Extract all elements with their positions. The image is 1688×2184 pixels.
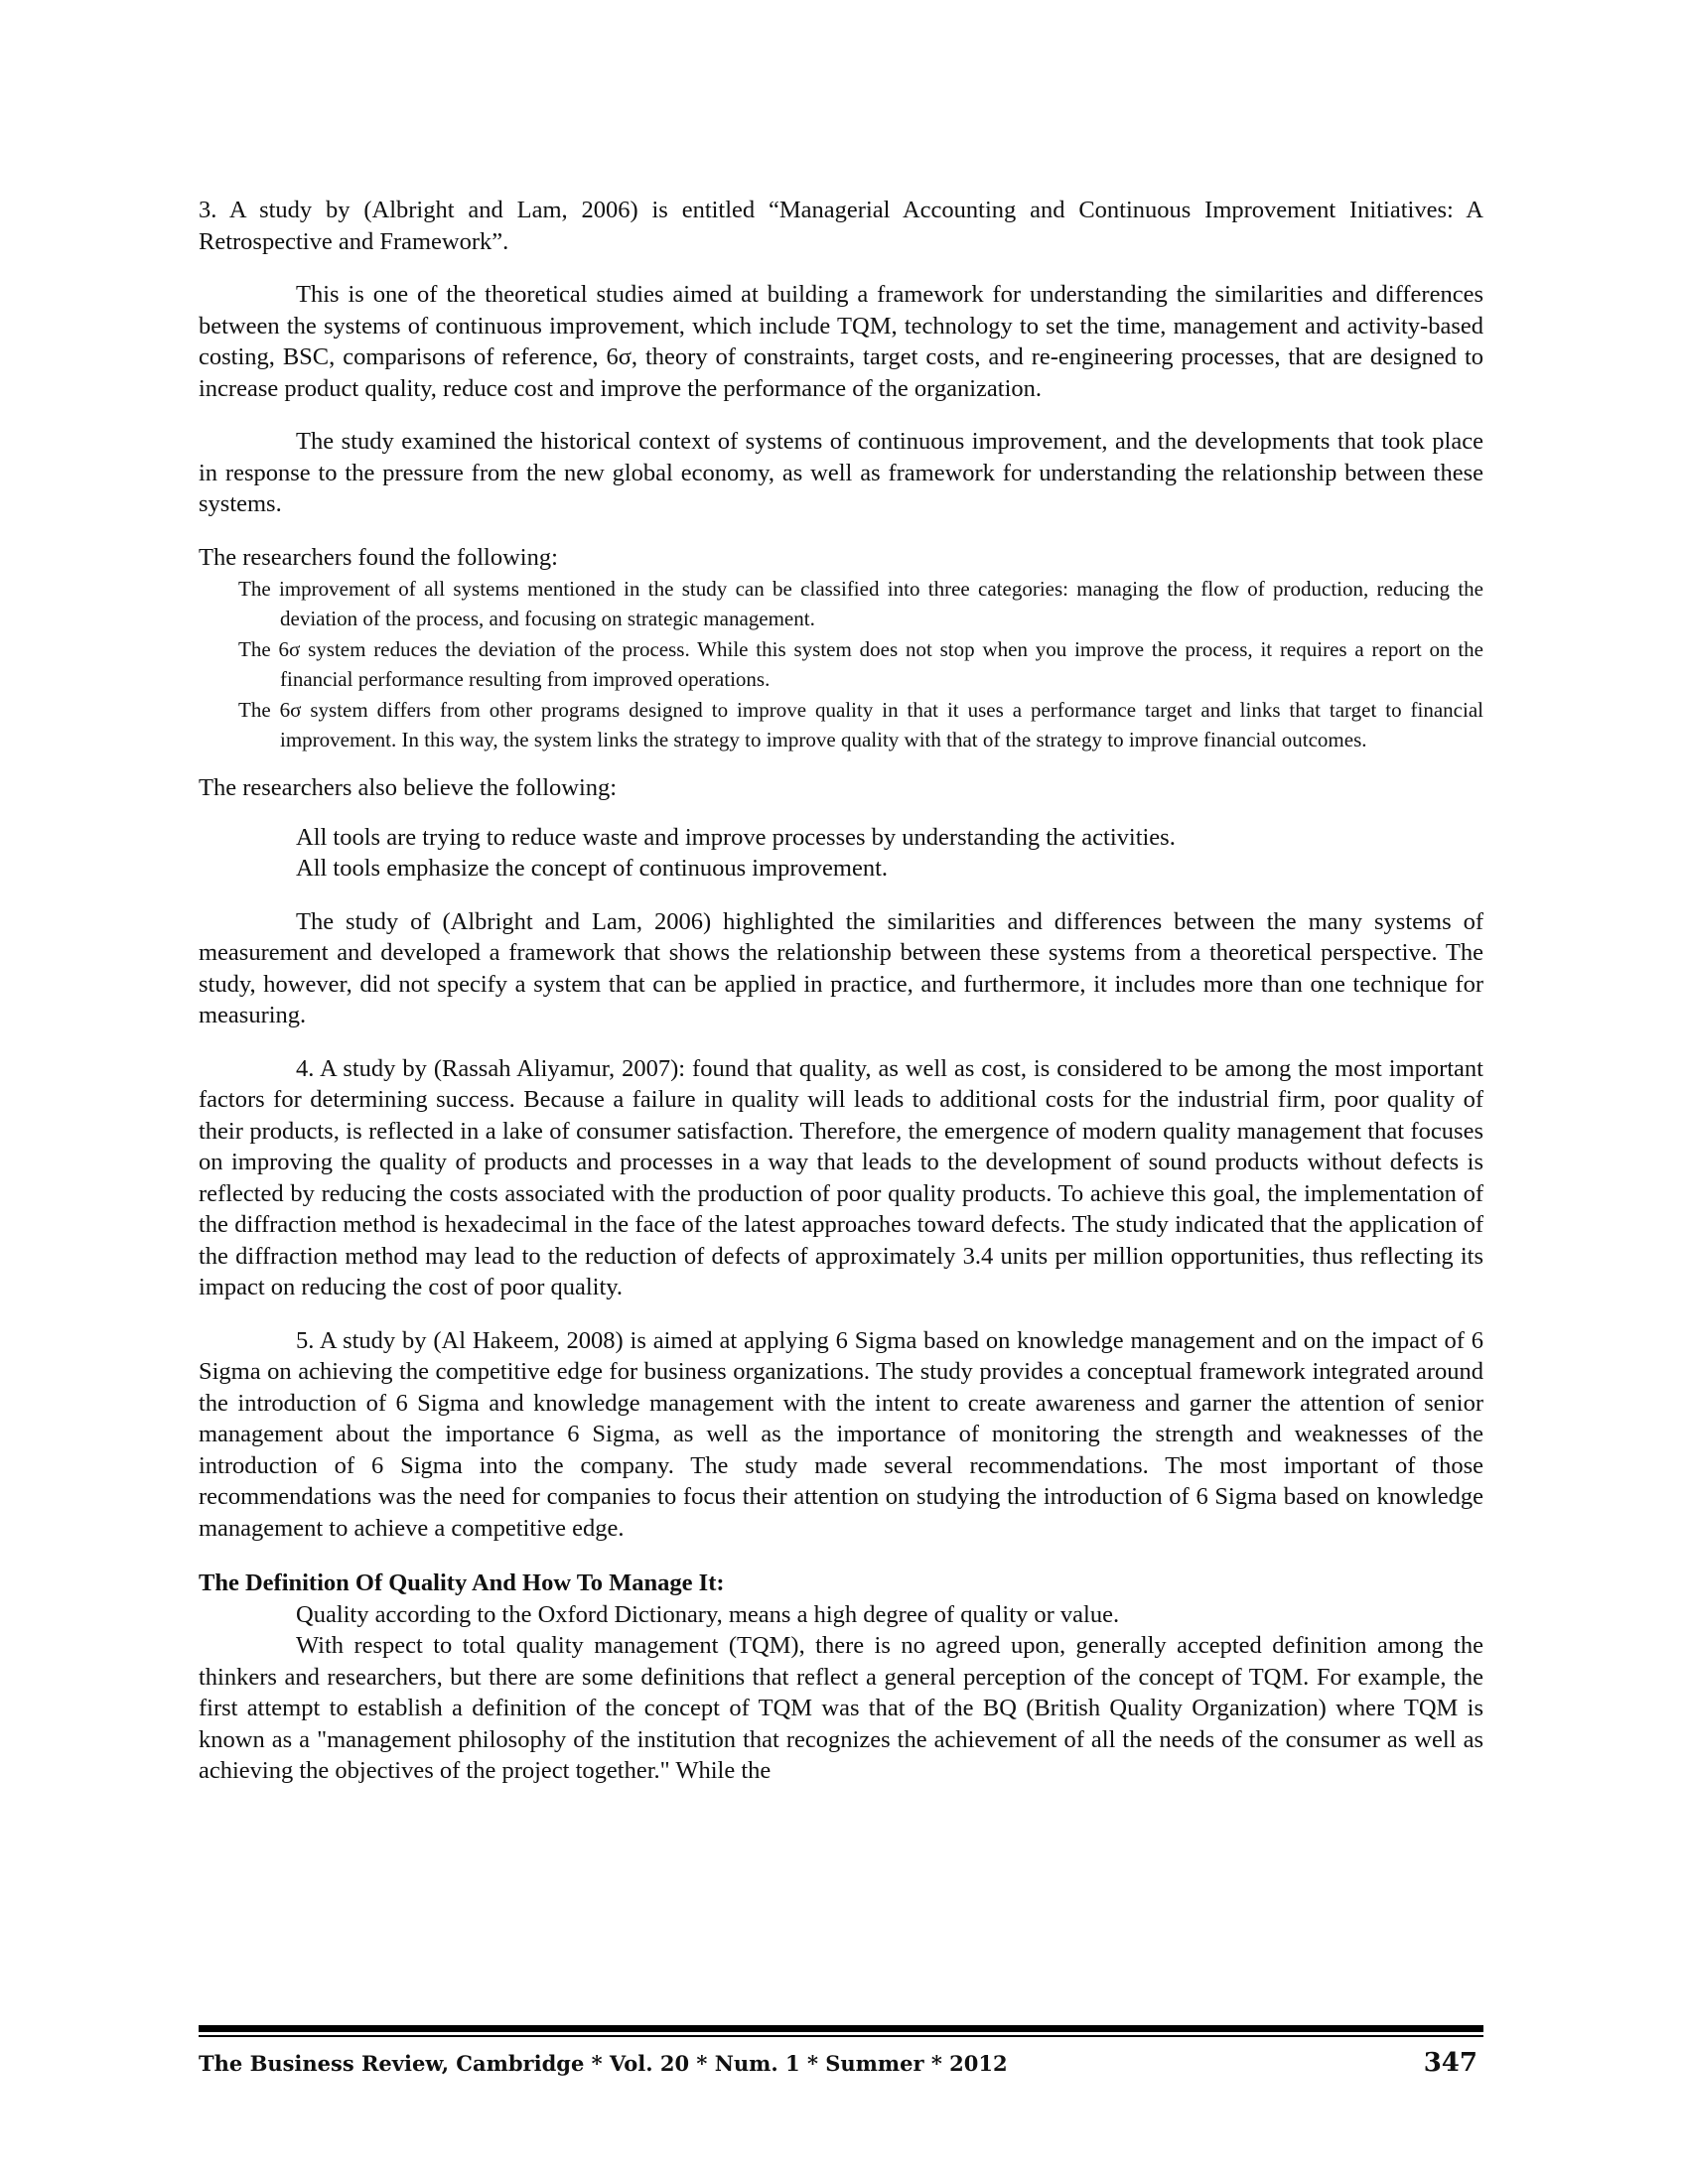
footer-rule-thin (199, 2035, 1483, 2037)
paragraph-beliefs-intro: The researchers also believe the following: (199, 774, 618, 801)
paragraph-framework-description: This is one of the theoretical studies aimed at building a framework for understanding the similarities and differences between the systems of continuous improvement, which include TQM, technology to set the time, management and activity-based costing, BSC, comparisons of reference, 6σ, theory of constraints, target costs, and re-engineering processes, that are designed to increase product quality, reduce cost and improve the performance of the organization. (199, 281, 1483, 402)
section-heading: The Definition Of Quality And How To Manage It: (199, 1570, 725, 1596)
paragraph-study-summary: The study of (Albright and Lam, 2006) highlighted the similarities and differences between the many systems of measurement and developed a framework that shows the relationship between these systems from a theoretical perspective. The study, however, did not specify a system that can be applied in practice, and furthermore, it includes more than one technique for measuring. (199, 907, 1483, 1028)
page-body (199, 195, 1483, 1787)
finding-item-1: The improvement of all systems mentioned in the study can be classified into three categories: managing the flow of production, reducing the deviation of the process, and focusing on strategic management. (238, 577, 1483, 630)
paragraph-historical-context: The study examined the historical context of systems of continuous improvement, and the developments that took place in response to the pressure from the new global economy, as well as framework for understanding the relationship between these systems. (199, 428, 1483, 517)
paragraph-study-3-intro: 3. A study by (Albright and Lam, 2006) is entitled “Managerial Accounting and Continuous Improvement Initiatives: A Retrospective and Framework”. (199, 197, 1483, 255)
paragraph-tqm-definition: With respect to total quality management (TQM), there is no agreed upon, generally accepted definition among the thinkers and researchers, but there are some definitions that reflect a general perception of the concept of TQM. For example, the first attempt to establish a definition of the concept of TQM was that of the BQ (British Quality Organization) where TQM is known as a "management philosophy of the institution that recognizes the achievement of all the needs of the consumer as well as achieving the objectives of the project together." While the (199, 1632, 1483, 1784)
paragraph-study-5: 5. A study by (Al Hakeem, 2008) is aimed at applying 6 Sigma based on knowledge management and on the impact of 6 Sigma on achieving the competitive edge for business organizations. The study provides a conceptual framework integrated around the introduction of 6 Sigma and knowledge management with the intent to create awareness and garner the attention of senior management about the importance 6 Sigma, as well as the importance of monitoring the strength and weaknesses of the introduction of 6 Sigma into the company. The study made several recommendations. The most important of those recommendations was the need for companies to focus their attention on studying the introduction of 6 Sigma based on knowledge management to achieve a competitive edge. (199, 1326, 1483, 1542)
page-footer (199, 2043, 1483, 2083)
paragraph-study-4: 4. A study by (Rassah Aliyamur, 2007): found that quality, as well as cost, is considered to be among the most important factors for determining success. Because a failure in quality will leads to additional costs for the industrial firm, poor quality of their products, is reflected in a lake of consumer satisfaction. Therefore, the emergence of modern quality management that focuses on improving the quality of products and processes in a way that leads to the development of sound products without defects is reflected by reducing the costs associated with the production of poor quality products. To achieve this goal, the implementation of the diffraction method is hexadecimal in the face of the latest approaches toward defects. The study indicated that the application of the diffraction method may lead to the reduction of defects of approximately 3.4 units per million opportunities, thus reflecting its impact on reducing the cost of poor quality. (199, 1054, 1483, 1300)
belief-item-2: All tools emphasize the concept of continuous improvement. (296, 855, 889, 882)
paragraph-oxford-definition: Quality according to the Oxford Dictionary, means a high degree of quality or value. (296, 1600, 1120, 1628)
belief-item-1: All tools are trying to reduce waste and improve processes by understanding the activities. (296, 823, 1176, 851)
footer-rule-thick (199, 2025, 1483, 2032)
page-number: 347 (1423, 2048, 1477, 2078)
finding-item-2: The 6σ system reduces the deviation of the process. While this system does not stop when you improve the process, it requires a report on the financial performance resulting from improved operations. (238, 637, 1483, 691)
beliefs-list (199, 822, 1483, 885)
paragraph-findings-intro: The researchers found the following: (199, 543, 558, 571)
footer-journal: The Business Review, Cambridge * Vol. 20 * Num. 1 * Summer * 2012 (199, 2050, 1008, 2076)
findings-list (199, 575, 1483, 754)
finding-item-3: The 6σ system differs from other programs designed to improve quality in that it uses a performance target and links that target to financial improvement. In this way, the system links the strategy to improve quality with that of the strategy to improve financial outcomes. (238, 698, 1483, 751)
